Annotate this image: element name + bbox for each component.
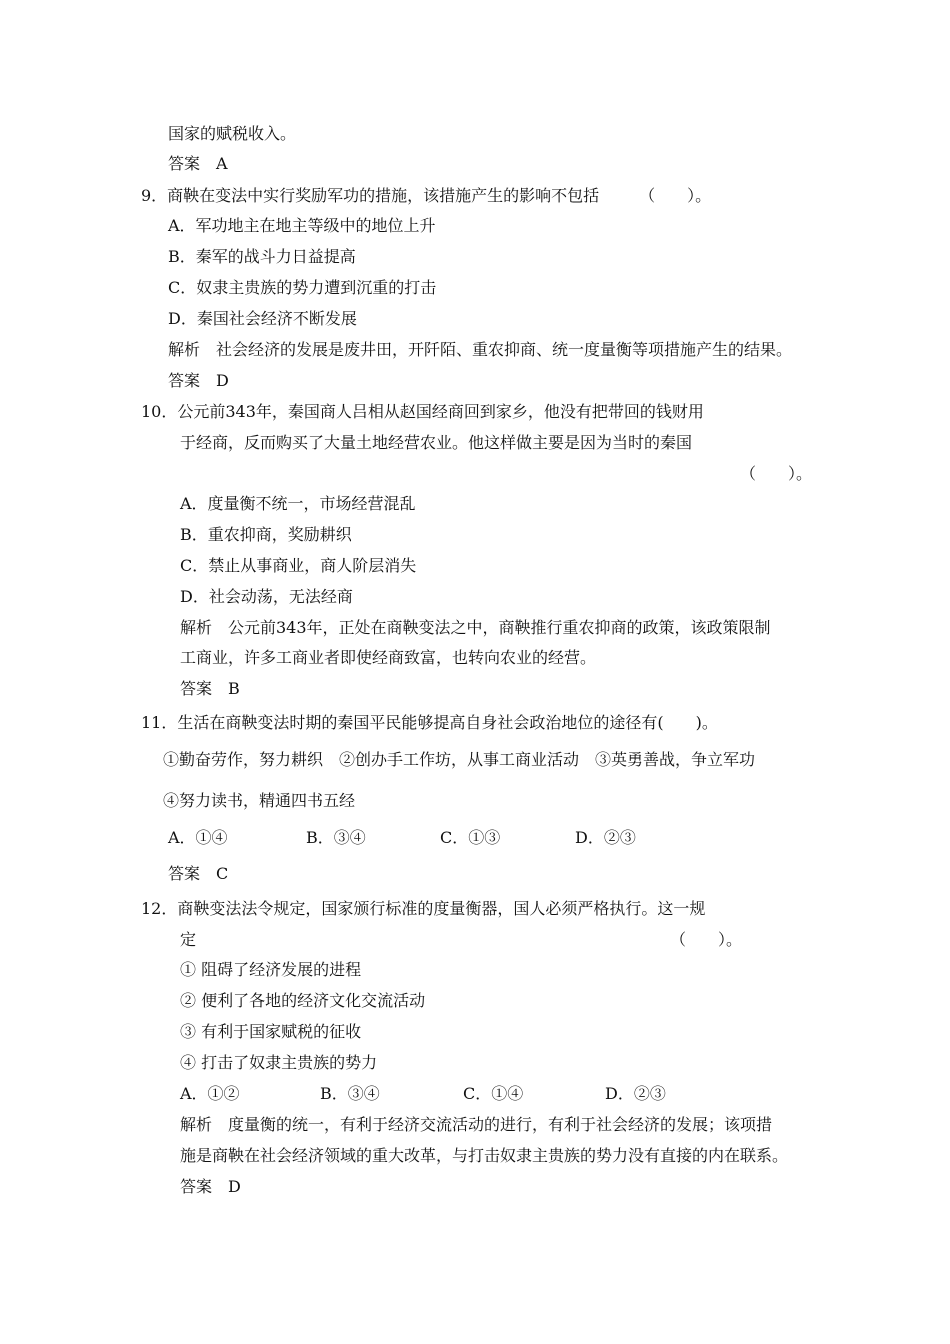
question-12-stem-line1: 12．商鞅变法法令规定，国家颁行标准的度量衡器，国人必须严格执行。这一规 — [141, 899, 706, 918]
answer-q12: 答案 D — [180, 1177, 241, 1196]
q10-option-d: D．社会动荡，无法经商 — [180, 587, 353, 606]
question-11-stem: 11．生活在商鞅变法时期的秦国平民能够提高自身社会政治地位的途径有( )。 — [141, 713, 718, 732]
q12-explanation-line1: 解析 度量衡的统一，有利于经济交流活动的进行，有利于社会经济的发展；该项措 — [180, 1115, 773, 1134]
q11-option-a: A．①④ — [168, 828, 228, 847]
answer-q10: 答案 B — [180, 679, 240, 698]
q12-explanation-line2: 施是商鞅在社会经济领域的重大改革，与打击奴隶主贵族的势力没有直接的内在联系。 — [180, 1146, 789, 1165]
q12-statement-2: ② 便利了各地的经济文化交流活动 — [180, 991, 426, 1010]
q11-statements-line1: ①勤奋劳作，努力耕织 ②创办手工作坊，从事工商业活动 ③英勇善战，争立军功 — [163, 750, 756, 769]
q9-option-a: A．军功地主在地主等级中的地位上升 — [168, 216, 436, 235]
q12-option-c: C．①④ — [463, 1084, 524, 1103]
q11-option-b: B．③④ — [306, 828, 366, 847]
q12-option-d: D．②③ — [605, 1084, 666, 1103]
question-9-stem: 9．商鞅在变法中实行奖励军功的措施，该措施产生的影响不包括 （ ）。 — [141, 186, 712, 205]
q9-option-c: C．奴隶主贵族的势力遭到沉重的打击 — [168, 278, 437, 297]
answer-q11: 答案 C — [168, 864, 229, 883]
q12-option-b: B．③④ — [320, 1084, 380, 1103]
q11-option-d: D．②③ — [575, 828, 636, 847]
question-12-blank: （ ）。 — [670, 930, 743, 949]
answer-q8: 答案 A — [168, 154, 228, 173]
question-10-stem-line1: 10．公元前343年，秦国商人吕相从赵国经商回到家乡，他没有把带回的钱财用 — [141, 402, 704, 421]
q10-option-c: C．禁止从事商业，商人阶层消失 — [180, 556, 417, 575]
q10-option-a: A．度量衡不统一，市场经营混乱 — [180, 494, 416, 513]
q9-option-d: D．秦国社会经济不断发展 — [168, 309, 357, 328]
q12-statement-1: ① 阻碍了经济发展的进程 — [180, 960, 362, 979]
q10-option-b: B．重农抑商，奖励耕织 — [180, 525, 352, 544]
question-10-stem-line2: 于经商，反而购买了大量土地经营农业。他这样做主要是因为当时的秦国 — [180, 433, 693, 452]
q12-statement-4: ④ 打击了奴隶主贵族的势力 — [180, 1053, 378, 1072]
q10-explanation-line1: 解析 公元前343年，正处在商鞅变法之中，商鞅推行重农抑商的政策，该政策限制 — [180, 618, 771, 637]
q10-explanation-line2: 工商业，许多工商业者即使经商致富，也转向农业的经营。 — [180, 648, 597, 667]
question-10-blank: （ ）。 — [740, 464, 813, 483]
q12-option-a: A．①② — [180, 1084, 240, 1103]
q12-statement-3: ③ 有利于国家赋税的征收 — [180, 1022, 362, 1041]
q11-statements-line2: ④努力读书，精通四书五经 — [163, 791, 356, 810]
q11-option-c: C．①③ — [440, 828, 501, 847]
answer-q9: 答案 D — [168, 371, 229, 390]
question-12-stem-line2: 定 — [180, 930, 197, 949]
q9-option-b: B．秦军的战斗力日益提高 — [168, 247, 356, 266]
continuation-text: 国家的赋税收入。 — [168, 124, 297, 143]
q9-explanation: 解析 社会经济的发展是废井田，开阡陌、重农抑商、统一度量衡等项措施产生的结果。 — [168, 340, 793, 359]
